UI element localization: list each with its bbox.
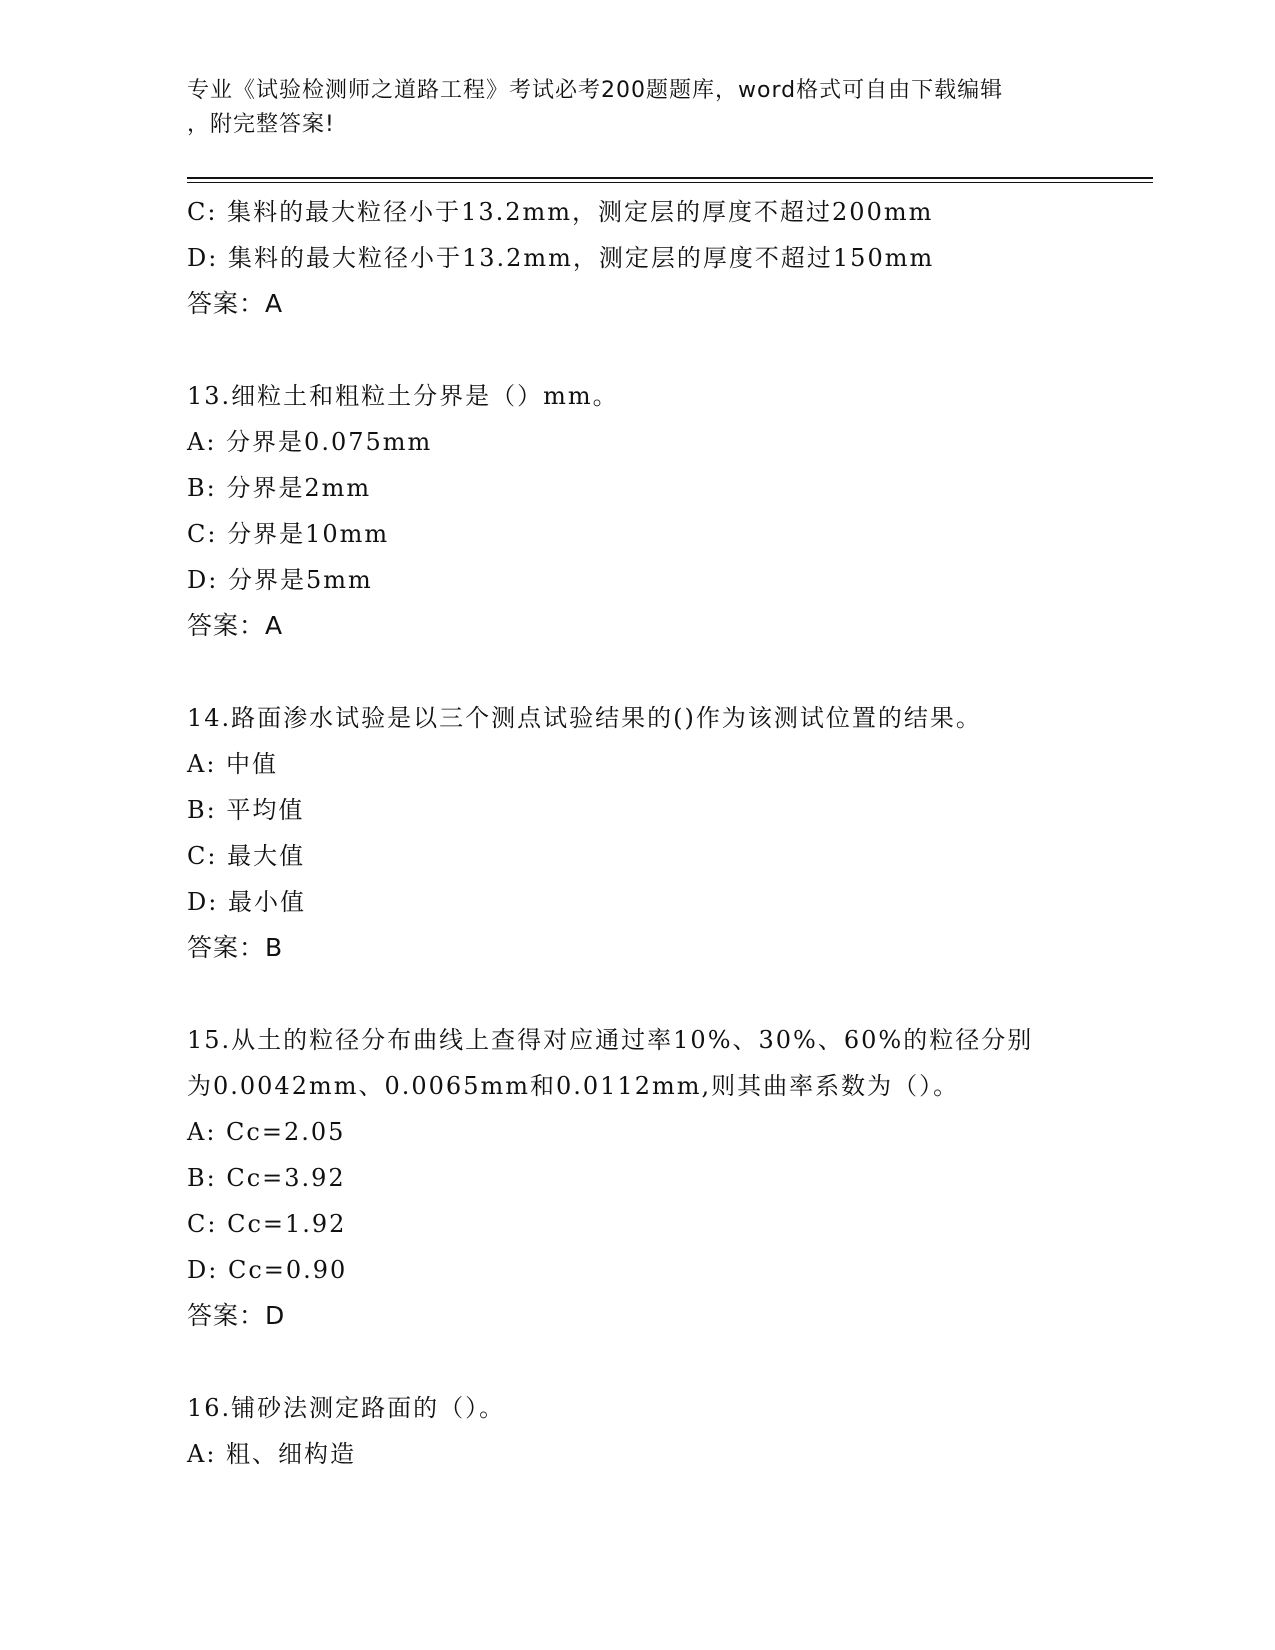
option-c: C: 最大值 — [187, 842, 306, 870]
question-14 — [187, 695, 1087, 971]
question-text: 13.细粒土和粗粒土分界是（）mm。 — [187, 382, 619, 410]
answer-line: 答案：A — [187, 289, 284, 318]
option-d: D: Cc=0.90 — [187, 1256, 348, 1284]
question-16 — [187, 1385, 1087, 1477]
answer-line: 答案：A — [187, 611, 284, 640]
option-a: A: 分界是0.075mm — [187, 428, 433, 456]
question-13 — [187, 373, 1087, 649]
question-text: 14.路面渗水试验是以三个测点试验结果的()作为该测试位置的结果。 — [187, 704, 982, 732]
option-d: D: 分界是5mm — [187, 566, 373, 594]
question-text-line-2: 为0.0042mm、0.0065mm和0.0112mm,则其曲率系数为（）。 — [187, 1072, 960, 1100]
answer-line: 答案：B — [187, 933, 284, 962]
option-a: A: Cc=2.05 — [187, 1118, 346, 1146]
question-12-continued — [187, 189, 1087, 327]
header-line-1: 专业《试验检测师之道路工程》考试必考200题题库，word格式可自由下载编辑 — [187, 78, 1004, 103]
option-d: D: 集料的最大粒径小于13.2mm，测定层的厚度不超过150mm — [187, 244, 935, 272]
option-c: C: 分界是10mm — [187, 520, 390, 548]
option-a: A: 粗、细构造 — [187, 1440, 357, 1468]
spacer — [187, 649, 1087, 695]
spacer — [187, 327, 1087, 373]
document-header — [187, 74, 1087, 142]
option-b: B: Cc=3.92 — [187, 1164, 346, 1192]
option-c: C: 集料的最大粒径小于13.2mm，测定层的厚度不超过200mm — [187, 198, 934, 226]
spacer — [187, 971, 1087, 1017]
option-b: B: 分界是2mm — [187, 474, 372, 502]
question-text-line-1: 15.从土的粒径分布曲线上查得对应通过率10%、30%、60%的粒径分别 — [187, 1026, 1034, 1054]
option-d: D: 最小值 — [187, 888, 306, 916]
option-a: A: 中值 — [187, 750, 279, 778]
header-line-2: ，附完整答案! — [187, 112, 335, 137]
header-rule-thin — [187, 182, 1153, 183]
option-b: B: 平均值 — [187, 796, 305, 824]
option-c: C: Cc=1.92 — [187, 1210, 347, 1238]
question-15 — [187, 1017, 1087, 1339]
question-list — [187, 189, 1087, 1477]
spacer — [187, 1339, 1087, 1385]
header-rule-thick — [187, 177, 1153, 179]
question-text: 16.铺砂法测定路面的（）。 — [187, 1394, 506, 1422]
answer-line: 答案：D — [187, 1301, 286, 1330]
